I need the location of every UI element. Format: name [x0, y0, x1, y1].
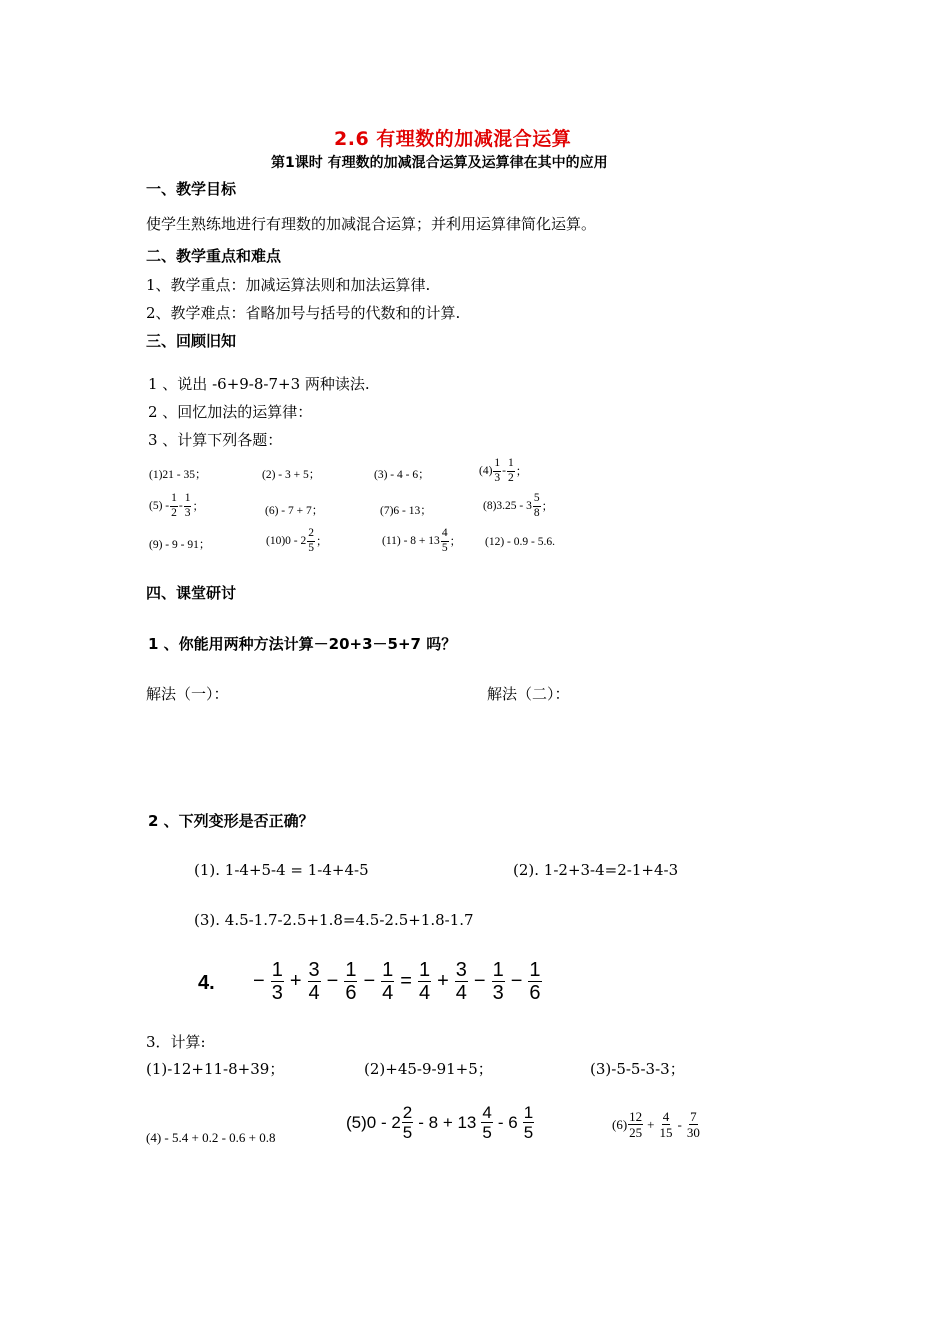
exercise-8: (8)3.25 - 3 $\frac{5}{8}$ ； — [483, 492, 554, 519]
exercise-1: (1)21 - 35； — [149, 469, 207, 481]
exercise-3: (3) - 4 - 6； — [374, 469, 430, 481]
calc-item-1: (1)-12+11-8+39； — [146, 1060, 285, 1078]
solution-method-2: 解法（二）： — [487, 685, 570, 703]
section-heading-key-points: 二、教学重点和难点 — [146, 247, 282, 265]
discussion-question-1: 1 、你能用两种方法计算－20+3－5+7 吗？ — [148, 635, 457, 653]
section-heading-review: 三、回顾旧知 — [146, 332, 237, 350]
page-subtitle: 第1课时 有理数的加减混合运算及运算律在其中的应用 — [271, 155, 608, 171]
calc-item-2: (2)+45-9-91+5； — [364, 1060, 493, 1078]
exercise-4: (4) $\frac{1}{3}$ - $\frac{1}{2}$ ； — [479, 457, 528, 484]
exercise-11: (11) - 8 + 13 $\frac{4}{5}$ ； — [382, 527, 462, 554]
exercise-5: (5) - $\frac{1}{2}$ - $\frac{1}{3}$ ； — [149, 492, 204, 519]
exercise-12: (12) - 0.9 - 5.6. — [485, 536, 555, 548]
exercise-2: (2) - 3 + 5； — [262, 469, 321, 481]
exercise-7: (7)6 - 13； — [380, 505, 432, 517]
section-heading-discussion: 四、课堂研讨 — [146, 584, 237, 602]
calc-item-6: (6) $\frac{12}{25}$ + $\frac{4}{15}$ - $\frac{7}{30}$ — [612, 1109, 700, 1140]
judge-item-4-label: 4. — [198, 972, 215, 994]
calc-heading: 3．计算: — [146, 1033, 206, 1051]
review-item-1: 1 、说出 -6+9-8-7+3 两种读法. — [148, 375, 370, 393]
solution-method-1: 解法（一）： — [146, 685, 229, 703]
difficulty-line: 2、教学难点：省略加号与括号的代数和的计算. — [146, 304, 461, 322]
calc-item-3: (3)-5-5-3-3； — [590, 1060, 685, 1078]
page-title: 2.6 有理数的加减混合运算 — [334, 128, 572, 150]
judge-item-3: (3). 4.5-1.7-2.5+1.8=4.5-2.5+1.8-1.7 — [194, 911, 474, 929]
exercise-9: (9) - 9 - 91； — [149, 539, 211, 551]
review-item-2: 2 、回忆加法的运算律： — [148, 403, 313, 421]
objectives-text: 使学生熟练地进行有理数的加减混合运算；并利用运算律简化运算。 — [146, 215, 597, 233]
exercise-6: (6) - 7 + 7； — [265, 505, 324, 517]
calc-item-4: (4) - 5.4 + 0.2 - 0.6 + 0.8 — [146, 1130, 276, 1145]
judge-item-4-equation: − $\frac{1}{3}$ + $\frac{3}{4}$ − $\frac{1}{6}$ − $\frac{1}{4}$ = $\frac{1}{4}$ + $\frac{3}{4}$ − $\frac{1}{3}$ − $\frac{1}{6}$ — [253, 959, 541, 1004]
review-item-3: 3 、计算下列各题： — [148, 431, 283, 449]
section-heading-objectives: 一、教学目标 — [146, 180, 237, 198]
judge-item-1: (1). 1-4+5-4 = 1-4+4-5 — [194, 861, 369, 879]
judge-item-2: (2). 1-2+3-4=2-1+4-3 — [513, 861, 679, 879]
exercise-10: (10)0 - 2 $\frac{2}{5}$ ； — [266, 527, 328, 554]
calc-item-5: (5)0 - 2 $\frac{2}{5}$ - 8 + 13 $\frac{4}{5}$ - 6 $\frac{1}{5}$ — [346, 1103, 534, 1142]
key-point-line: 1、教学重点：加减运算法则和加法运算律. — [146, 276, 431, 294]
discussion-question-2: 2 、下列变形是否正确？ — [148, 812, 314, 830]
